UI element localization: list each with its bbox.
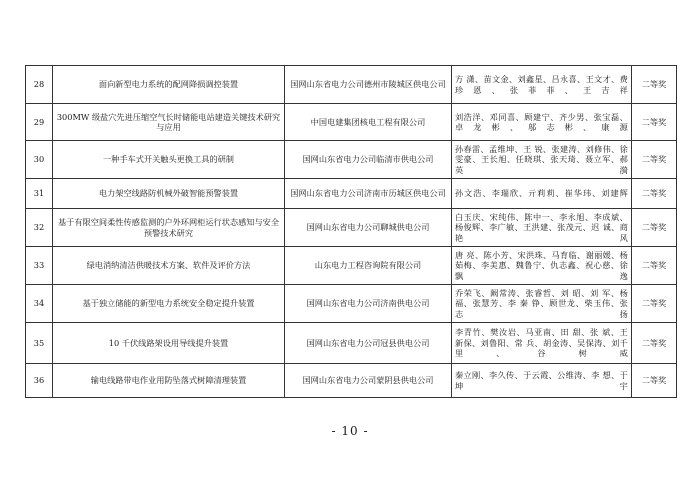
project-name: 300MW 级盐穴先进压缩空气长时储能电站建造关键技术研究与应用 [53, 104, 285, 141]
row-number: 32 [26, 209, 53, 247]
row-number: 28 [26, 66, 53, 104]
award-level: 二等奖 [632, 323, 677, 364]
organization: 国网山东省电力公司蒙阴县供电公司 [285, 364, 452, 398]
table-row [26, 179, 677, 209]
organization: 山东电力工程咨询院有限公司 [285, 247, 452, 285]
row-number: 36 [26, 364, 53, 398]
organization: 国网山东省电力公司德州市陵城区供电公司 [285, 66, 452, 104]
page-number: - 10 - [331, 424, 369, 438]
project-name: 绿电消纳清洁供暖技术方案、软件及评价方法 [53, 247, 285, 285]
project-name: 基于有限空间柔性传感监测的户外环网柜运行状态感知与安全预警技术研究 [53, 209, 285, 247]
award-level: 二等奖 [632, 66, 677, 104]
row-number: 31 [26, 179, 53, 209]
row-number: 34 [26, 285, 53, 323]
project-name: 一种手车式开关触头更换工具的研制 [53, 141, 285, 179]
table-row [26, 285, 677, 323]
team-members: 刘浩洋、邓同喜、顾建宁、齐少男、张宝磊、卓龙彬、邬志彬、康源 [452, 104, 632, 141]
project-name: 10 千伏线路架设用导线提升装置 [53, 323, 285, 364]
organization: 国网山东省电力公司临清市供电公司 [285, 141, 452, 179]
row-number: 30 [26, 141, 53, 179]
awards-table [25, 65, 677, 398]
table-row [26, 104, 677, 141]
award-level: 二等奖 [632, 104, 677, 141]
table-row [26, 323, 677, 364]
project-name: 输电线路带电作业用防坠落式树障清理装置 [53, 364, 285, 398]
table-row [26, 209, 677, 247]
project-name: 电力架空线路防机械外破智能预警装置 [53, 179, 285, 209]
award-level: 二等奖 [632, 364, 677, 398]
award-level: 二等奖 [632, 285, 677, 323]
row-number: 33 [26, 247, 53, 285]
organization: 国网山东省电力公司济南市历城区供电公司 [285, 179, 452, 209]
team-members: 孙文浩、李瑞欣、亓莉莉、崔华玮、刘建辉 [452, 179, 632, 209]
table-row [26, 66, 677, 104]
team-members: 秦立刚、李久传、于云霞、公维涛、李 想、于坤宇 [452, 364, 632, 398]
project-name: 基于独立储能的新型电力系统安全稳定提升装置 [53, 285, 285, 323]
organization: 国网山东省电力公司聊城供电公司 [285, 209, 452, 247]
organization: 国网山东省电力公司冠县供电公司 [285, 323, 452, 364]
team-members: 白玉庆、宋纯伟、陈中一、李永旭、李成斌、杨俊辉、李广敏、王洪建、张茂元、迟 诚、商艳风 [452, 209, 632, 247]
table-row [26, 247, 677, 285]
team-members: 孙春雷、孟维坤、王 锐、张建涛、刘修伟、徐雯豪、王长旭、任晓琪、张天琦、聂立军、郝英漪 [452, 141, 632, 179]
row-number: 35 [26, 323, 53, 364]
row-number: 29 [26, 104, 53, 141]
table-row [26, 364, 677, 398]
team-members: 唐 亮、陈小芳、宋洪珠、马育临、谢丽媛、杨茹梅、李美惠、魏鲁宁、仇志鑫、祝心慈、徐飘逸 [452, 247, 632, 285]
team-members: 乔荣飞、阚常涛、张睿哲、刘 昭、刘 军、杨 福、张慧芳、李 秦 铮、顾世龙、柴玉伟、张志扬 [452, 285, 632, 323]
organization: 国网山东省电力公司济南供电公司 [285, 285, 452, 323]
organization: 中国电建集团核电工程有限公司 [285, 104, 452, 141]
award-level: 二等奖 [632, 179, 677, 209]
team-members: 方 潇、苗文金、刘鑫星、吕永喜、王文才、费珍恩、张菲菲、王吉祥 [452, 66, 632, 104]
table-row [26, 141, 677, 179]
project-name: 面向新型电力系统的配网降损调控装置 [53, 66, 285, 104]
award-level: 二等奖 [632, 141, 677, 179]
team-members: 李青竹、樊汝岩、马亚南、田 甜、张 斌、王新保、刘鲁阳、常 兵、胡金涛、吴保涛、刘千里、谷树威 [452, 323, 632, 364]
award-level: 二等奖 [632, 247, 677, 285]
award-level: 二等奖 [632, 209, 677, 247]
